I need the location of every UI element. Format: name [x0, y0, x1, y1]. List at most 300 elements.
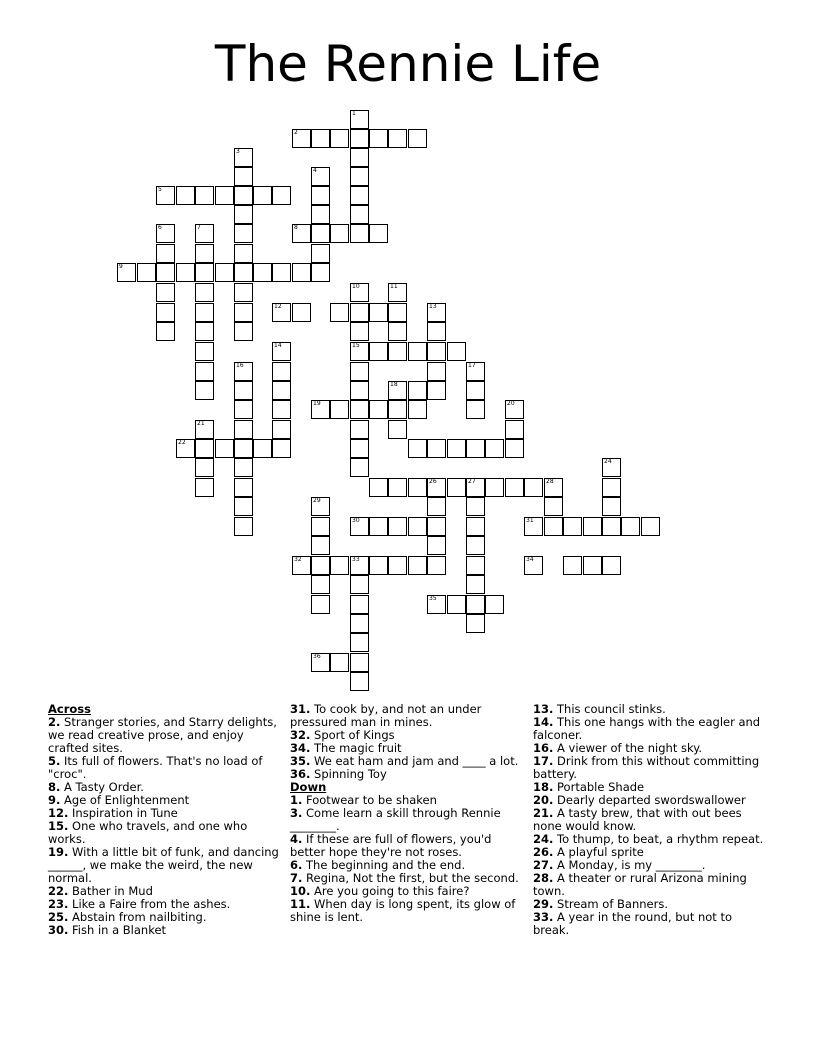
grid-cell[interactable]: [234, 420, 253, 439]
grid-cell[interactable]: [272, 303, 291, 322]
grid-cell[interactable]: [350, 614, 369, 633]
clue-number: 9: [119, 263, 123, 270]
clue-number: 27.: [533, 858, 554, 872]
grid-cell[interactable]: [388, 303, 407, 322]
clue-text: A Tasty Order.: [60, 780, 144, 794]
clue-text: To thump, to beat, a rhythm repeat.: [553, 832, 764, 846]
grid-cell[interactable]: [234, 148, 253, 167]
grid-cell[interactable]: [427, 362, 446, 381]
clue-number: 30: [352, 517, 360, 524]
clue-text: Sport of Kings: [310, 728, 395, 742]
grid-cell[interactable]: [311, 556, 330, 575]
clue-number: 24: [604, 458, 612, 465]
clue-number: 11.: [290, 897, 311, 911]
grid-cell[interactable]: [330, 129, 349, 148]
clue-number: 20.: [533, 793, 554, 807]
grid-cell[interactable]: [388, 400, 407, 419]
grid-cell[interactable]: [156, 224, 175, 243]
grid-cell[interactable]: [408, 556, 427, 575]
clue-text: Inspiration in Tune: [68, 806, 178, 820]
clue-number: 8: [294, 224, 298, 231]
grid-cell[interactable]: [234, 517, 253, 536]
clue-item: [290, 807, 522, 833]
clue-item: [48, 716, 284, 755]
grid-cell[interactable]: [234, 439, 253, 458]
clue-text: One who travels, and one who works.: [48, 819, 248, 846]
grid-cell[interactable]: [369, 478, 388, 497]
grid-cell[interactable]: [272, 420, 291, 439]
clue-number: 26.: [533, 845, 554, 859]
grid-cell[interactable]: [234, 263, 253, 282]
clue-number: 22: [178, 439, 186, 446]
clue-number: 26: [429, 478, 437, 485]
clue-number: 1.: [290, 793, 303, 807]
grid-cell[interactable]: [350, 342, 369, 361]
grid-cell[interactable]: [330, 653, 349, 672]
grid-cell[interactable]: [427, 556, 446, 575]
grid-cell[interactable]: [447, 342, 466, 361]
clue-number: 33: [352, 556, 360, 563]
grid-cell[interactable]: [195, 224, 214, 243]
grid-cell[interactable]: [466, 556, 485, 575]
clue-text: Dearly departed swordswallower: [553, 793, 746, 807]
grid-cell[interactable]: [388, 478, 407, 497]
grid-cell[interactable]: [311, 497, 330, 516]
clue-item: [533, 716, 769, 742]
grid-cell[interactable]: [311, 186, 330, 205]
grid-cell[interactable]: [234, 205, 253, 224]
clue-number: 19.: [48, 845, 69, 859]
grid-cell[interactable]: [350, 303, 369, 322]
grid-cell[interactable]: [195, 342, 214, 361]
clue-text: Like a Faire from the ashes.: [68, 897, 231, 911]
grid-cell[interactable]: [369, 556, 388, 575]
grid-cell[interactable]: [350, 653, 369, 672]
clue-number: 32: [294, 556, 302, 563]
clue-text: This one hangs with the eagler and falconer.: [533, 715, 761, 742]
grid-cell[interactable]: [408, 439, 427, 458]
grid-cell[interactable]: [292, 129, 311, 148]
grid-cell[interactable]: [427, 517, 446, 536]
grid-cell[interactable]: [408, 400, 427, 419]
grid-cell[interactable]: [311, 653, 330, 672]
grid-cell[interactable]: [117, 263, 136, 282]
grid-cell[interactable]: [427, 303, 446, 322]
clue-text: With a little bit of funk, and dancing ______, we make the weird, the new normal.: [48, 845, 279, 885]
clue-number: 31.: [290, 702, 311, 716]
clue-text: If these are full of flowers, you'd better hope they're not roses.: [290, 832, 492, 859]
grid-cell[interactable]: [350, 439, 369, 458]
clue-text: Abstain from nailbiting.: [68, 910, 207, 924]
clue-text: Spinning Toy: [310, 767, 387, 781]
grid-cell[interactable]: [156, 186, 175, 205]
down-header: Down: [290, 780, 327, 794]
grid-cell[interactable]: [466, 362, 485, 381]
clue-number: 34.: [290, 741, 311, 755]
grid-cell[interactable]: [621, 517, 640, 536]
clue-text: A year in the round, but not to break.: [533, 910, 733, 937]
grid-cell[interactable]: [234, 167, 253, 186]
grid-cell[interactable]: [350, 458, 369, 477]
grid-cell[interactable]: [253, 186, 272, 205]
grid-cell[interactable]: [215, 186, 234, 205]
grid-cell[interactable]: [505, 439, 524, 458]
grid-cell[interactable]: [350, 362, 369, 381]
clue-text: Stranger stories, and Starry delights, we read creative prose, and enjoy crafted sites.: [48, 715, 277, 755]
clue-text: Drink from this without committing battery.: [533, 754, 760, 781]
grid-cell[interactable]: [311, 517, 330, 536]
grid-cell[interactable]: [330, 303, 349, 322]
clue-text: Bather in Mud: [68, 884, 153, 898]
grid-cell[interactable]: [466, 497, 485, 516]
clue-text: The beginning and the end.: [302, 858, 466, 872]
grid-cell[interactable]: [524, 556, 543, 575]
clue-number: 28.: [533, 871, 554, 885]
grid-cell[interactable]: [311, 129, 330, 148]
clue-number: 35: [429, 595, 437, 602]
clue-number: 30.: [48, 923, 69, 937]
grid-cell[interactable]: [137, 263, 156, 282]
clue-text: Come learn a skill through Rennie ________.: [290, 806, 501, 833]
grid-cell[interactable]: [388, 322, 407, 341]
clue-number: 24.: [533, 832, 554, 846]
clue-item: [290, 898, 522, 924]
clue-item: [533, 755, 769, 781]
grid-cell[interactable]: [272, 186, 291, 205]
clue-number: 6.: [290, 858, 303, 872]
grid-cell[interactable]: [369, 342, 388, 361]
grid-cell[interactable]: [505, 420, 524, 439]
grid-cell[interactable]: [427, 342, 446, 361]
clue-number: 5: [158, 186, 162, 193]
clue-number: 1: [352, 110, 356, 117]
grid-cell[interactable]: [272, 263, 291, 282]
clue-number: 7: [197, 224, 201, 231]
grid-cell[interactable]: [195, 381, 214, 400]
grid-cell[interactable]: [272, 381, 291, 400]
grid-cell[interactable]: [234, 362, 253, 381]
clue-number: 6: [158, 224, 162, 231]
grid-cell[interactable]: [466, 595, 485, 614]
clue-text: Stream of Banners.: [553, 897, 668, 911]
grid-cell[interactable]: [505, 400, 524, 419]
clue-item: [48, 924, 284, 937]
grid-cell[interactable]: [234, 303, 253, 322]
clue-number: 12.: [48, 806, 69, 820]
grid-cell[interactable]: [195, 303, 214, 322]
clue-number: 7.: [290, 871, 303, 885]
puzzle-title: The Rennie Life: [214, 35, 602, 93]
clue-number: 5.: [48, 754, 61, 768]
clue-text: Regina, Not the first, but the second.: [302, 871, 519, 885]
grid-cell[interactable]: [388, 342, 407, 361]
grid-cell[interactable]: [350, 205, 369, 224]
clue-number: 16.: [533, 741, 554, 755]
grid-cell[interactable]: [388, 129, 407, 148]
grid-cell[interactable]: [234, 478, 253, 497]
grid-cell[interactable]: [311, 400, 330, 419]
clue-number: 19: [313, 400, 321, 407]
clue-number: 22.: [48, 884, 69, 898]
clue-number: 23.: [48, 897, 69, 911]
grid-cell[interactable]: [583, 556, 602, 575]
grid-cell[interactable]: [195, 283, 214, 302]
grid-cell[interactable]: [272, 400, 291, 419]
clue-number: 15.: [48, 819, 69, 833]
grid-cell[interactable]: [544, 497, 563, 516]
grid-cell[interactable]: [602, 497, 621, 516]
clue-number: 2: [294, 129, 298, 136]
grid-cell[interactable]: [447, 478, 466, 497]
grid-cell[interactable]: [350, 517, 369, 536]
clue-text: We eat ham and jam and ____ a lot.: [310, 754, 519, 768]
clue-item: [533, 807, 769, 833]
grid-cell[interactable]: [641, 517, 660, 536]
grid-cell[interactable]: [292, 556, 311, 575]
grid-cell[interactable]: [388, 517, 407, 536]
clue-text: When day is long spent, its glow of shine is lent.: [290, 897, 516, 924]
clue-number: 8.: [48, 780, 61, 794]
clue-number: 3.: [290, 806, 303, 820]
grid-cell[interactable]: [234, 381, 253, 400]
grid-cell[interactable]: [602, 556, 621, 575]
grid-cell[interactable]: [311, 595, 330, 614]
grid-cell[interactable]: [292, 263, 311, 282]
grid-cell[interactable]: [408, 517, 427, 536]
grid-cell[interactable]: [234, 186, 253, 205]
grid-cell[interactable]: [311, 167, 330, 186]
grid-cell[interactable]: [195, 478, 214, 497]
grid-cell[interactable]: [195, 439, 214, 458]
grid-cell[interactable]: [350, 381, 369, 400]
clue-text: Fish in a Blanket: [68, 923, 167, 937]
clue-number: 15: [352, 342, 360, 349]
grid-cell[interactable]: [350, 129, 369, 148]
grid-cell[interactable]: [330, 400, 349, 419]
clue-number: 34: [526, 556, 534, 563]
clue-text: Its full of flowers. That's no load of "croc".: [48, 754, 263, 781]
grid-cell[interactable]: [466, 381, 485, 400]
grid-cell[interactable]: [234, 400, 253, 419]
clue-number: 29: [313, 497, 321, 504]
grid-cell[interactable]: [195, 420, 214, 439]
grid-cell[interactable]: [195, 322, 214, 341]
grid-cell[interactable]: [369, 224, 388, 243]
grid-cell[interactable]: [311, 536, 330, 555]
clue-number: 21: [197, 420, 205, 427]
clue-number: 18: [390, 381, 398, 388]
clue-number: 11: [390, 283, 398, 290]
grid-cell[interactable]: [408, 129, 427, 148]
grid-cell[interactable]: [408, 478, 427, 497]
grid-cell[interactable]: [388, 556, 407, 575]
grid-cell[interactable]: [176, 263, 195, 282]
grid-cell[interactable]: [505, 478, 524, 497]
clue-number: 10: [352, 283, 360, 290]
grid-cell[interactable]: [544, 478, 563, 497]
clue-number: 14: [274, 342, 282, 349]
clue-text: A Monday, is my ________.: [553, 858, 706, 872]
grid-cell[interactable]: [524, 478, 543, 497]
grid-cell[interactable]: [369, 517, 388, 536]
grid-cell[interactable]: [388, 420, 407, 439]
grid-cell[interactable]: [272, 439, 291, 458]
grid-cell[interactable]: [234, 458, 253, 477]
grid-cell[interactable]: [369, 303, 388, 322]
clue-column-3: [533, 703, 769, 937]
clue-item: [48, 755, 284, 781]
grid-cell[interactable]: [292, 303, 311, 322]
grid-cell[interactable]: [234, 322, 253, 341]
grid-cell[interactable]: [350, 400, 369, 419]
grid-cell[interactable]: [350, 633, 369, 652]
clue-number: 12: [274, 303, 282, 310]
grid-cell[interactable]: [408, 381, 427, 400]
clue-item: [290, 703, 522, 729]
grid-cell[interactable]: [408, 342, 427, 361]
grid-cell[interactable]: [156, 322, 175, 341]
grid-cell[interactable]: [350, 575, 369, 594]
clue-number: 17.: [533, 754, 554, 768]
grid-cell[interactable]: [330, 556, 349, 575]
grid-cell[interactable]: [466, 614, 485, 633]
grid-cell[interactable]: [447, 595, 466, 614]
clue-item: [290, 833, 522, 859]
grid-cell[interactable]: [485, 595, 504, 614]
clue-number: 4.: [290, 832, 303, 846]
grid-cell[interactable]: [427, 497, 446, 516]
clue-number: 4: [313, 167, 317, 174]
clue-number: 25.: [48, 910, 69, 924]
grid-cell[interactable]: [485, 439, 504, 458]
grid-cell[interactable]: [427, 381, 446, 400]
grid-cell[interactable]: [466, 478, 485, 497]
clue-number: 3: [236, 148, 240, 155]
grid-cell[interactable]: [563, 517, 582, 536]
clue-number: 9.: [48, 793, 61, 807]
clue-number: 29.: [533, 897, 554, 911]
grid-cell[interactable]: [311, 205, 330, 224]
grid-cell[interactable]: [388, 381, 407, 400]
grid-cell[interactable]: [388, 283, 407, 302]
clue-number: 13: [429, 303, 437, 310]
grid-cell[interactable]: [176, 439, 195, 458]
grid-cell[interactable]: [563, 556, 582, 575]
grid-cell[interactable]: [253, 263, 272, 282]
clue-number: 32.: [290, 728, 311, 742]
grid-cell[interactable]: [350, 283, 369, 302]
clue-text: A tasty brew, that with out bees none would know.: [533, 806, 742, 833]
grid-cell[interactable]: [350, 167, 369, 186]
grid-cell[interactable]: [195, 186, 214, 205]
clue-number: 36: [313, 653, 321, 660]
grid-cell[interactable]: [156, 303, 175, 322]
clue-text: This council stinks.: [553, 702, 666, 716]
grid-cell[interactable]: [195, 362, 214, 381]
grid-cell[interactable]: [583, 517, 602, 536]
grid-cell[interactable]: [234, 497, 253, 516]
grid-cell[interactable]: [195, 458, 214, 477]
clue-number: 13.: [533, 702, 554, 716]
grid-cell[interactable]: [524, 517, 543, 536]
clue-column-1: [48, 703, 284, 937]
grid-cell[interactable]: [369, 129, 388, 148]
grid-cell[interactable]: [350, 148, 369, 167]
clue-text: Age of Enlightenment: [60, 793, 190, 807]
grid-cell[interactable]: [427, 595, 446, 614]
grid-cell[interactable]: [234, 244, 253, 263]
grid-cell[interactable]: [272, 342, 291, 361]
grid-cell[interactable]: [447, 439, 466, 458]
grid-cell[interactable]: [544, 517, 563, 536]
clue-number: 35.: [290, 754, 311, 768]
grid-cell[interactable]: [311, 263, 330, 282]
grid-cell[interactable]: [369, 400, 388, 419]
clue-number: 16: [236, 362, 244, 369]
grid-cell[interactable]: [350, 224, 369, 243]
grid-cell[interactable]: [427, 536, 446, 555]
grid-cell[interactable]: [602, 458, 621, 477]
grid-cell[interactable]: [156, 283, 175, 302]
grid-cell[interactable]: [350, 672, 369, 691]
grid-cell[interactable]: [176, 186, 195, 205]
grid-cell[interactable]: [311, 575, 330, 594]
grid-cell[interactable]: [602, 517, 621, 536]
grid-cell[interactable]: [234, 283, 253, 302]
grid-cell[interactable]: [350, 556, 369, 575]
clue-column-2: [290, 703, 522, 924]
grid-cell[interactable]: [234, 224, 253, 243]
grid-cell[interactable]: [215, 439, 234, 458]
clue-number: 33.: [533, 910, 554, 924]
grid-cell[interactable]: [485, 478, 504, 497]
clue-item: [48, 846, 284, 885]
grid-cell[interactable]: [350, 420, 369, 439]
grid-cell[interactable]: [195, 263, 214, 282]
clue-number: 28: [546, 478, 554, 485]
grid-cell[interactable]: [156, 263, 175, 282]
grid-cell[interactable]: [427, 322, 446, 341]
grid-cell[interactable]: [466, 575, 485, 594]
grid-cell[interactable]: [466, 400, 485, 419]
grid-cell[interactable]: [330, 224, 349, 243]
grid-cell[interactable]: [427, 478, 446, 497]
grid-cell[interactable]: [156, 244, 175, 263]
grid-cell[interactable]: [350, 110, 369, 129]
grid-cell[interactable]: [466, 536, 485, 555]
grid-cell[interactable]: [195, 244, 214, 263]
grid-cell[interactable]: [350, 186, 369, 205]
grid-cell[interactable]: [253, 439, 272, 458]
grid-cell[interactable]: [466, 439, 485, 458]
grid-cell[interactable]: [292, 224, 311, 243]
grid-cell[interactable]: [466, 517, 485, 536]
grid-cell[interactable]: [350, 595, 369, 614]
grid-cell[interactable]: [272, 362, 291, 381]
grid-cell[interactable]: [350, 322, 369, 341]
grid-cell[interactable]: [311, 244, 330, 263]
grid-cell[interactable]: [215, 263, 234, 282]
clue-item: [533, 872, 769, 898]
clue-text: Portable Shade: [553, 780, 645, 794]
clue-number: 10.: [290, 884, 311, 898]
clue-text: A viewer of the night sky.: [553, 741, 703, 755]
grid-cell[interactable]: [602, 478, 621, 497]
clue-item: [533, 911, 769, 937]
grid-cell[interactable]: [311, 224, 330, 243]
across-header: Across: [48, 702, 91, 716]
grid-cell[interactable]: [427, 439, 446, 458]
